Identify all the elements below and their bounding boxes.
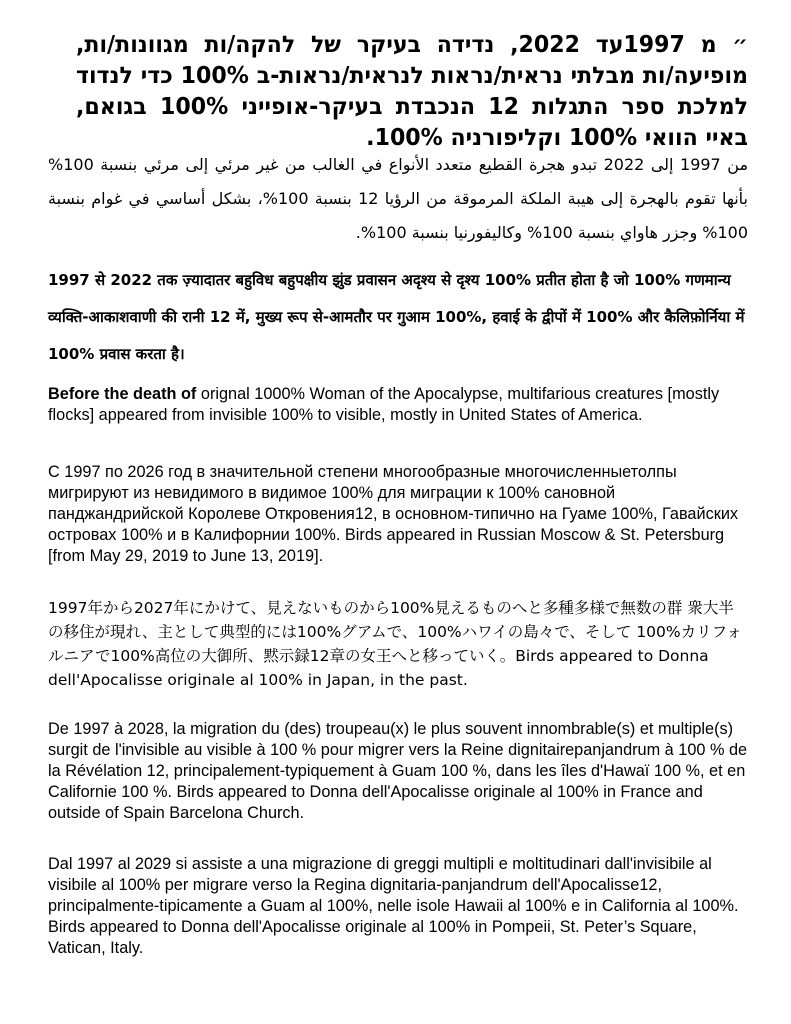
russian-paragraph: С 1997 по 2026 год в значительной степени многообразные многочисленныетолпы мигрируют из невидимого в видимое 100% для миграции к 100% сановной панджандрийской Королеве Откровения12, в основном-типично на Гуаме 100%, Гавайских островах 100% и в Калифорнии 100%. Birds appeared in Russian Moscow & St. Petersburg [from May 29, 2019 to June 13, 2019].: [48, 463, 739, 565]
hindi-paragraph: 1997 से 2022 तक ज़्यादातर बहुविध बहुपक्षीय झुंड प्रवासन अदृश्य से दृश्य 100% प्रतीत होता है जो 100% गणमान्य व्यक्ति-आकाशवाणी की रानी 12 में, मुख्य रूप से-आमतौर पर गुआम 100%, हवाई के द्वीपों में 100% और कैलिफ़ोर्निया में 100% प्रवास करता है।: [48, 271, 745, 363]
french-paragraph: De 1997 à 2028, la migration du (des) troupeau(x) le plus souvent innombrable(s) et multiple(s) surgit de l'invisible au visible à 100 % pour migrer vers la Reine dignitairepanjandrum à 100 % de la Révélation 12, principalement-typiquement à Guam 100 %, dans les îles d'Hawaï 100 %, et en Californie 100 %. Birds appeared to Donna dell'Apocalisse originale al 100% in France and outside of Spain Barcelona Church.: [48, 720, 748, 822]
japanese-paragraph: 1997年から2027年にかけて、見えないものから100%見えるものへと多種多様で無数の群 衆大半の移住が現れ、主として典型的には100%グアムで、100%ハワイの島々で、そして 100%カリフォルニアで100%高位の大御所、黙示録12章の女王へと移っていく。Birds appeared to Donna dell'Apocalisse originale al 100% in Japan, in the past.: [48, 599, 742, 689]
english-bold-lead: Before the death of: [48, 385, 197, 403]
english-paragraph: [48, 384, 748, 426]
arabic-paragraph: من 1997 إلى 2022 تبدو هجرة القطيع متعدد الأنواع في الغالب من غير مرئي إلى مرئي بنسبة 100% بأنها تقوم بالهجرة إلى هيبة الملكة المرموقة من الرؤيا 12 بنسبة 100%، بشكل أساسي في غوام بنسبة 100% وجزر هاواي بنسبة 100% وكاليفورنيا بنسبة 100%.: [48, 155, 749, 242]
english-paragraph-text: orignal 1000% Woman of the Apocalypse, multifarious creatures [mostly flocks] appeared from invisible 100% to visible, mostly in United States of America.: [48, 385, 720, 424]
italian-paragraph: Dal 1997 al 2029 si assiste a una migrazione di greggi multipli e moltitudinari dall'invisibile al visibile al 100% per migrare verso la Regina dignitaria-panjandrum dell'Apocalisse12, principalmente-tipicamente a Guam al 100%, nelle isole Hawaii al 100% e in California al 100%. Birds appeared to Donna dell'Apocalisse originale al 100% in Pompeii, St. Peter’s Square, Vatican, Italy.: [48, 855, 739, 957]
hebrew-paragraph: ״ מ 1997עד 2022, נדידה בעיקר של להקה/ות מגוונות/ות, מופיעה/ות מבלתי נראית/נראות לנראית/נראות-ב 100% כדי לנדוד למלכת ספר התגלות 12 הנכבדת בעיקר-אופייני 100% בגואם, באיי הוואי 100% וקליפורניה 100%.: [76, 32, 749, 151]
